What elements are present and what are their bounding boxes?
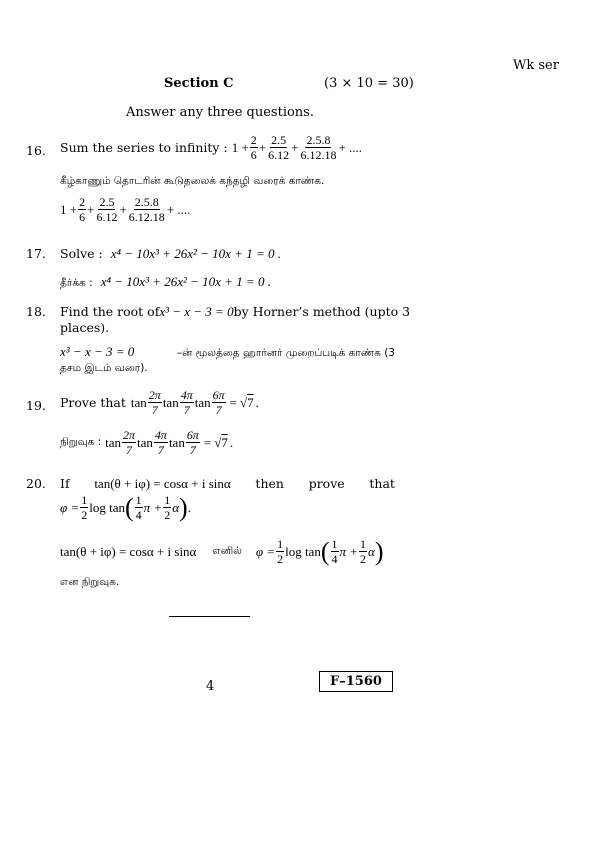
question-16-tamil: கீழ்காணும் தொடரின் கூடுதலைக் கந்தழி வரைக் காண்க. xyxy=(60,175,325,187)
fraction: $\frac{2}{6}$ xyxy=(79,195,86,224)
question-16-english xyxy=(60,133,362,162)
question-16-tamil-series xyxy=(60,195,190,224)
plus-sign: + xyxy=(291,139,299,155)
plus-sign: + xyxy=(119,201,127,217)
question-number: 18. xyxy=(26,304,46,319)
fraction: $\frac{4\pi}{7}$ xyxy=(154,428,167,457)
q20-condition: tan(θ + iφ) = cosα + i sinα xyxy=(94,476,231,491)
question-18-tamil-line2: தசம இடம் வரை). xyxy=(60,362,148,374)
q16-prefix: Sum the series to infinity : xyxy=(60,140,228,155)
q18-equation: x³ − x − 3 = 0 xyxy=(159,304,234,319)
q17-equation: x⁴ − 10x³ + 26x² − 10x + 1 = 0 . xyxy=(110,246,281,261)
fraction: $\frac{2.5}{6.12}$ xyxy=(96,195,118,224)
fraction: $\frac{1}{2}$ xyxy=(81,493,88,522)
corner-label: Wk ser xyxy=(513,58,559,73)
page-number: 4 xyxy=(206,679,215,694)
question-18-english-line2: places). xyxy=(60,320,110,335)
fraction: $\frac{2}{6}$ xyxy=(250,133,257,162)
fraction: $\frac{6\pi}{7}$ xyxy=(212,388,225,417)
series-tail: + .... xyxy=(338,139,363,155)
question-number: 20. xyxy=(26,476,46,491)
section-title: Section C xyxy=(164,76,234,91)
section-instruction: Answer any three questions. xyxy=(126,105,314,120)
question-17-english: Solve : x⁴ − 10x³ + 26x² − 10x + 1 = 0 . xyxy=(60,246,281,261)
fraction: $\frac{4\pi}{7}$ xyxy=(180,388,193,417)
fraction: $\frac{1}{2}$ xyxy=(360,537,367,566)
question-20-english-line1: If tan(θ + iφ) = cosα + i sinα then prove that xyxy=(60,476,395,491)
question-18-english-line1: Find the root of x³ − x − 3 = 0 by Horner’s method (upto 3 xyxy=(60,304,411,319)
fraction: $\frac{6\pi}{7}$ xyxy=(186,428,199,457)
paper-code: F–1560 xyxy=(319,671,393,692)
question-number: 17. xyxy=(26,246,46,261)
end-rule xyxy=(169,616,250,617)
fraction: $\frac{2\pi}{7}$ xyxy=(148,388,161,417)
question-20-tamil-line1: tan(θ + iφ) = cosα + i sinα எனில் φ = $\frac{1}{2}$ log tan ( $\frac{1}{4}$ π + $\frac{1}{2}$ α ) xyxy=(60,536,384,566)
fraction: $\frac{2.5.8}{6.12.18}$ xyxy=(128,195,165,224)
question-18-tamil-line1: x³ − x − 3 = 0 –ன் மூலத்தை ஹார்னர் முறைப்படிக் காண்க (3 xyxy=(60,344,395,359)
question-number: 19. xyxy=(26,398,46,413)
q18-equation-tamil: x³ − x − 3 = 0 xyxy=(60,344,135,359)
fraction: $\frac{2\pi}{7}$ xyxy=(123,428,136,457)
fraction: $\frac{1}{2}$ xyxy=(277,537,284,566)
q16-series-lead: 1 + xyxy=(60,201,78,217)
plus-sign: + xyxy=(87,201,95,217)
section-marks: (3 × 10 = 30) xyxy=(324,76,414,91)
fraction: $\frac{2.5.8}{6.12.18}$ xyxy=(300,133,337,162)
question-20-english-line2: φ = $\frac{1}{2}$ log tan ( $\frac{1}{4}$ π + $\frac{1}{2}$ α ) . xyxy=(60,492,191,522)
fraction: $\frac{2.5}{6.12}$ xyxy=(268,133,290,162)
question-19-english: Prove that tan $\frac{2\pi}{7}$ tan $\frac{4\pi}{7}$ tan $\frac{6\pi}{7}$ = √ 7 . xyxy=(60,388,259,417)
question-20-tamil-line2: என நிறுவுக. xyxy=(60,576,120,588)
question-number: 16. xyxy=(26,143,46,158)
fraction: $\frac{1}{4}$ xyxy=(331,537,338,566)
plus-sign: + xyxy=(258,139,267,155)
q16-series-lead: 1 + xyxy=(231,139,249,155)
series-tail: + .... xyxy=(166,201,191,217)
fraction: $\frac{1}{2}$ xyxy=(164,493,171,522)
question-17-tamil: தீர்க்க : x⁴ − 10x³ + 26x² − 10x + 1 = 0 . xyxy=(60,274,271,289)
q17-equation-tamil: x⁴ − 10x³ + 26x² − 10x + 1 = 0 . xyxy=(100,274,271,289)
question-19-tamil: நிறுவுக : tan $\frac{2\pi}{7}$ tan $\frac{4\pi}{7}$ tan $\frac{6\pi}{7}$ = √ 7 . xyxy=(60,428,234,457)
fraction: $\frac{1}{4}$ xyxy=(135,493,142,522)
